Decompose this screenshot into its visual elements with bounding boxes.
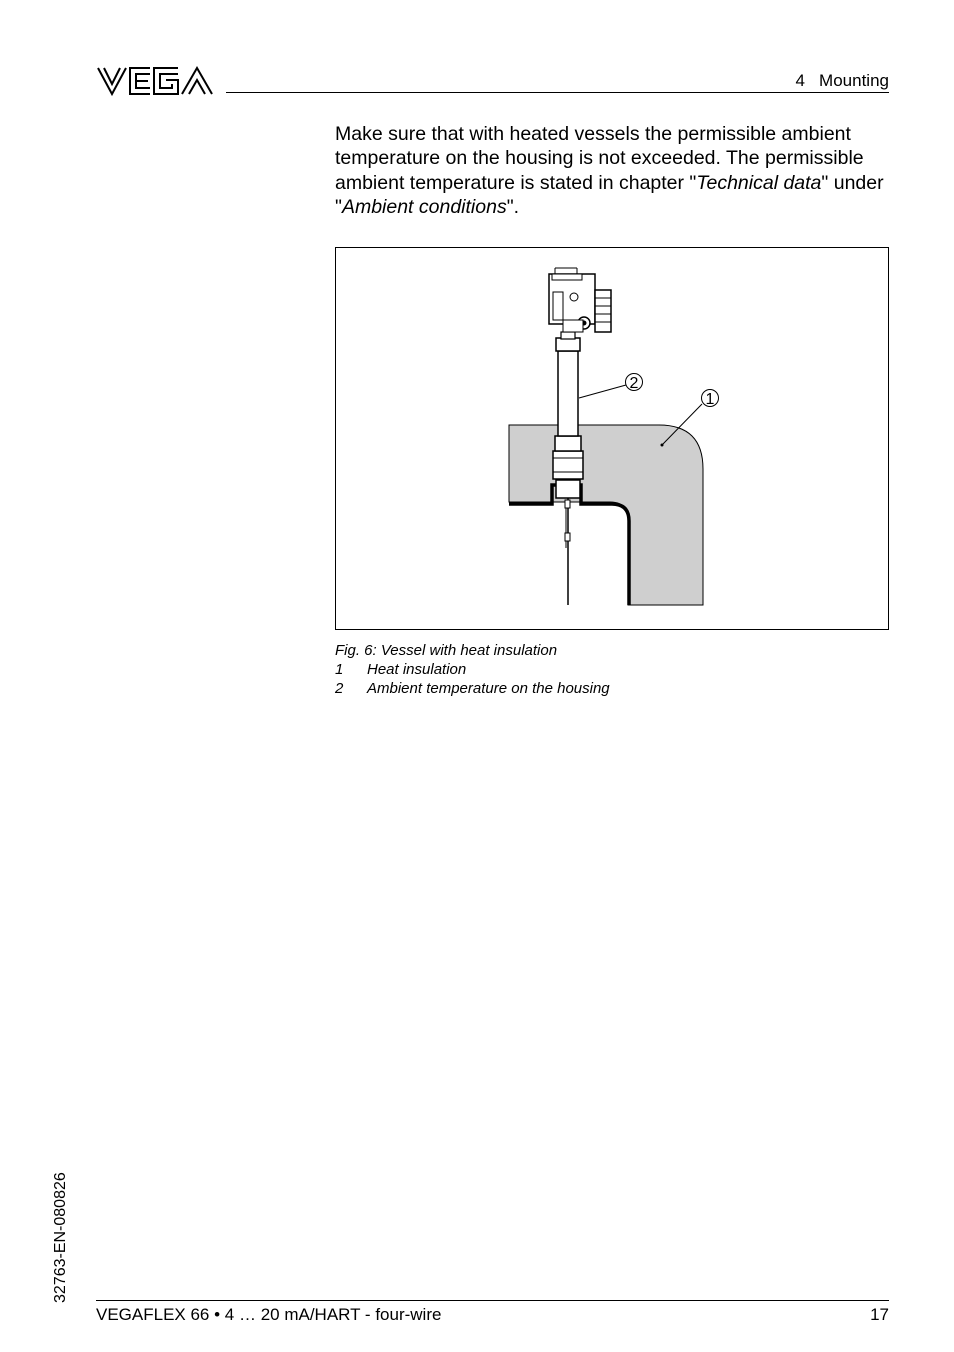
extension-tube (558, 351, 578, 436)
document-code: 32763-EN-080826 (52, 1172, 69, 1303)
vega-logo (96, 64, 214, 98)
caption-title: Fig. 6: Vessel with heat insulation (335, 642, 558, 659)
heat-insulation-shape (509, 425, 703, 605)
callout-2-leader (579, 385, 626, 398)
header-rule (226, 92, 889, 93)
legend-number: 1 (335, 661, 344, 678)
body-text-part: Make sure that with heated vessels the permissible ambient temperature on the housing is not exceeded. The permissible ambient temperature is stated in chapter " (335, 123, 864, 194)
body-text-part: ". (506, 195, 520, 218)
body-text-part: " under " (335, 171, 884, 218)
page-number: 17 (870, 1305, 889, 1324)
legend-text: Heat insulation (367, 661, 467, 678)
callout-1-label: 1 (705, 391, 715, 408)
footer-rule (96, 1300, 889, 1301)
callout-2-label: 2 (629, 375, 639, 392)
body-paragraph (335, 122, 895, 219)
ambient-conditions-reference: Ambient conditions (341, 195, 507, 218)
legend-number: 2 (335, 680, 344, 697)
legend-item (335, 660, 610, 679)
chapter-heading: 4 Mounting (795, 71, 889, 90)
legend-item (335, 679, 610, 698)
technical-data-reference: Technical data (696, 171, 822, 194)
legend-text: Ambient temperature on the housing (367, 680, 610, 697)
vessel-figure (335, 247, 889, 630)
figure-caption (335, 641, 610, 698)
process-fitting (553, 451, 583, 479)
footer-title: VEGAFLEX 66 • 4 … 20 mA/HART - four-wire (96, 1305, 442, 1324)
